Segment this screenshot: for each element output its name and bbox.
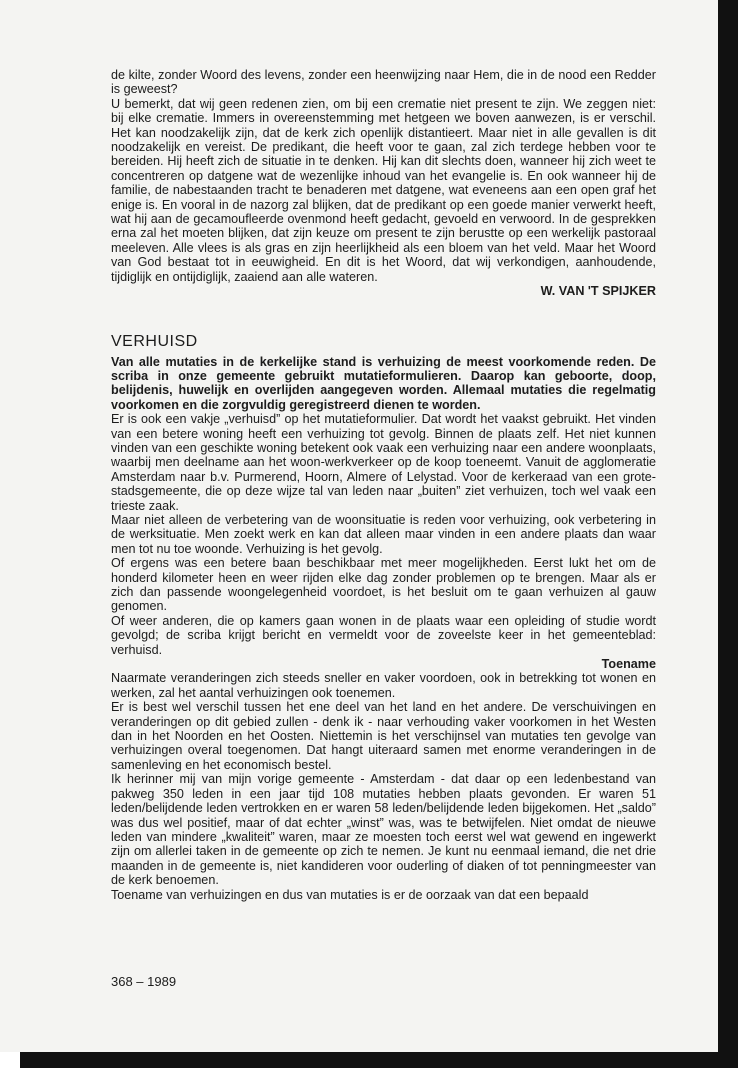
paragraph: Toename van verhuizingen en dus van mutaties is er de oorzaak van dat een bepaald — [111, 887, 589, 902]
paragraph: Ik herinner mij van mijn vorige gemeente - Amsterdam - dat daar op een ledenbestand van pakweg 350 leden in een jaar tijd 108 mutaties hebben plaats gevonden. Er waren 51 leden/belijdende leden vertrokken en er waren 58 leden/belijdende leden bijgekomen. Het „saldo” was dus wel positief, maar of dat echter „winst” was, was te betwijfelen. Niet omdat de nieuwe leden van mindere „kwaliteit” waren, maar ze moesten toch eerst wel wat gewend en ingewerkt zijn om allerlei taken in de gemeente op zich te nemen. Je kunt nu eenmaal iemand, die net drie maanden in de gemeente is, niet kandideren voor ouderling of diaken of tot penningmeester van de kerk benoemen. — [111, 772, 656, 888]
paragraph: Er is best wel verschil tussen het ene deel van het land en het andere. De verschuivingen en veranderingen op dit gebied zullen - denk ik - naar verhouding vaker voorkomen in het Westen dan in het Noorden en het Oosten. Niettemin is het verschijnsel van mutaties ten gevolge van verhuizingen overal toegenomen. Dat hangt uiteraard samen met enorme veranderingen in de samenleving en het economisch bestel. — [111, 700, 656, 772]
author-signature: W. VAN 'T SPIJKER — [540, 284, 656, 299]
page-number: 368 – 1989 — [111, 974, 177, 989]
lead-paragraph: Van alle mutaties in de kerkelijke stand is verhuizing de meest voorkomende reden. De scriba in onze gemeente gebruikt mutatieformulieren. Daarop kan geboorte, doop, belijdenis, huwelijk en overlijden aangegeven worden. Allemaal mutaties die regelmatig voorkomen en die zorgvuldig geregistreerd dienen te worden. — [111, 354, 656, 412]
paragraph: Naarmate veranderingen zich steeds sneller en vaker voordoen, ook in betrekking tot wonen en werken, zal het aantal verhuizingen ook toenemen. — [111, 671, 656, 700]
article-body — [111, 68, 656, 902]
scan-border-bottom — [20, 1052, 738, 1068]
scan-border-right — [718, 0, 738, 1068]
paragraph: U bemerkt, dat wij geen redenen zien, om bij een crematie niet present te zijn. We zeggen niet: bij elke crematie. Immers in overeenstemming met hetgeen we boven aanwezen, is er verschil. Het kan noodzakelijk zijn, dat de kerk zich openlijk distantieert. Maar niet in alle gevallen is dit noodzakelijk en vereist. De predikant, die heeft voor te gaan, zal zich terdege hebben voor te bereiden. Hij heeft zich de situatie in te denken. Hij kan dit slechts doen, wanneer hij zich weet te concentreren op datgene wat de wezenlijke inhoud van het evangelie is. En ook wanneer hij de familie, de nabestaanden tracht te benaderen met datgene, wat eveneens aan een open graf het enige is. En vooral in de nazorg zal blijken, dat de predikant op een goede manier verwerkt heeft, wat hij aan de gecamoufleerde ovenmond heeft gedacht, gevoeld en verwoord. In de gesprekken erna zal het moeten blijken, dat zijn keuze om present te zijn berustte op een werkelijk pastoraal meeleven. Alle vlees is als gras en zijn heerlijkheid als een bloem van het veld. Maar het Woord van God bestaat tot in eeuwigheid. En dit is het Woord, dat wij verkondigen, aanhoudende, tijdiglijk en ontijdiglijk, zaaiend aan alle wateren. — [111, 96, 656, 284]
subheading: Toename — [601, 657, 656, 672]
paragraph: Maar niet alleen de verbetering van de woonsituatie is reden voor verhuizing, ook verbetering in de werksituatie. Men zoekt werk en kan dat alleen maar vinden in een andere plaats dan waar men tot nu toe woonde. Verhuizing is het gevolg. — [111, 512, 656, 556]
paragraph: de kilte, zonder Woord des levens, zonder een heenwijzing naar Hem, die in de nood een Redder is geweest? — [111, 68, 656, 97]
paragraph: Er is ook een vakje „verhuisd” op het mutatieformulier. Dat wordt het vaakst gebruikt. Het vinden van een betere woning heeft een verhuizing tot gevolg. Binnen de plaats zelf. Het niet kunnen vinden van een geschikte woning betekent ook vaak een verhuizing naar een andere woonplaats, waarbij men deelname aan het woon-werkverkeer op de koop toeneemt. Vanuit de agglomeratie Amsterdam naar b.v. Purmerend, Hoorn, Almere of Lelystad. Voor de kerkeraad van een grote-stadsgemeente, die op deze wijze tal van leden naar „buiten” ziet verhuizen, toch wel vaak een trieste zaak. — [111, 412, 656, 513]
paragraph: Of weer anderen, die op kamers gaan wonen in de plaats waar een opleiding of studie wordt gevolgd; de scriba krijgt bericht en vermeldt voor de zoveelste keer in het gemeenteblad: verhuisd. — [111, 613, 656, 657]
paragraph: Of ergens was een betere baan beschikbaar met meer mogelijkheden. Eerst lukt het om de honderd kilometer heen en weer rijden elke dag zonder problemen op te brengen. Maar als er zich dan passende woongelegenheid voordoet, is het besluit om te gaan verhuizen al gauw genomen. — [111, 556, 656, 614]
section-title: VERHUISD — [111, 332, 198, 350]
